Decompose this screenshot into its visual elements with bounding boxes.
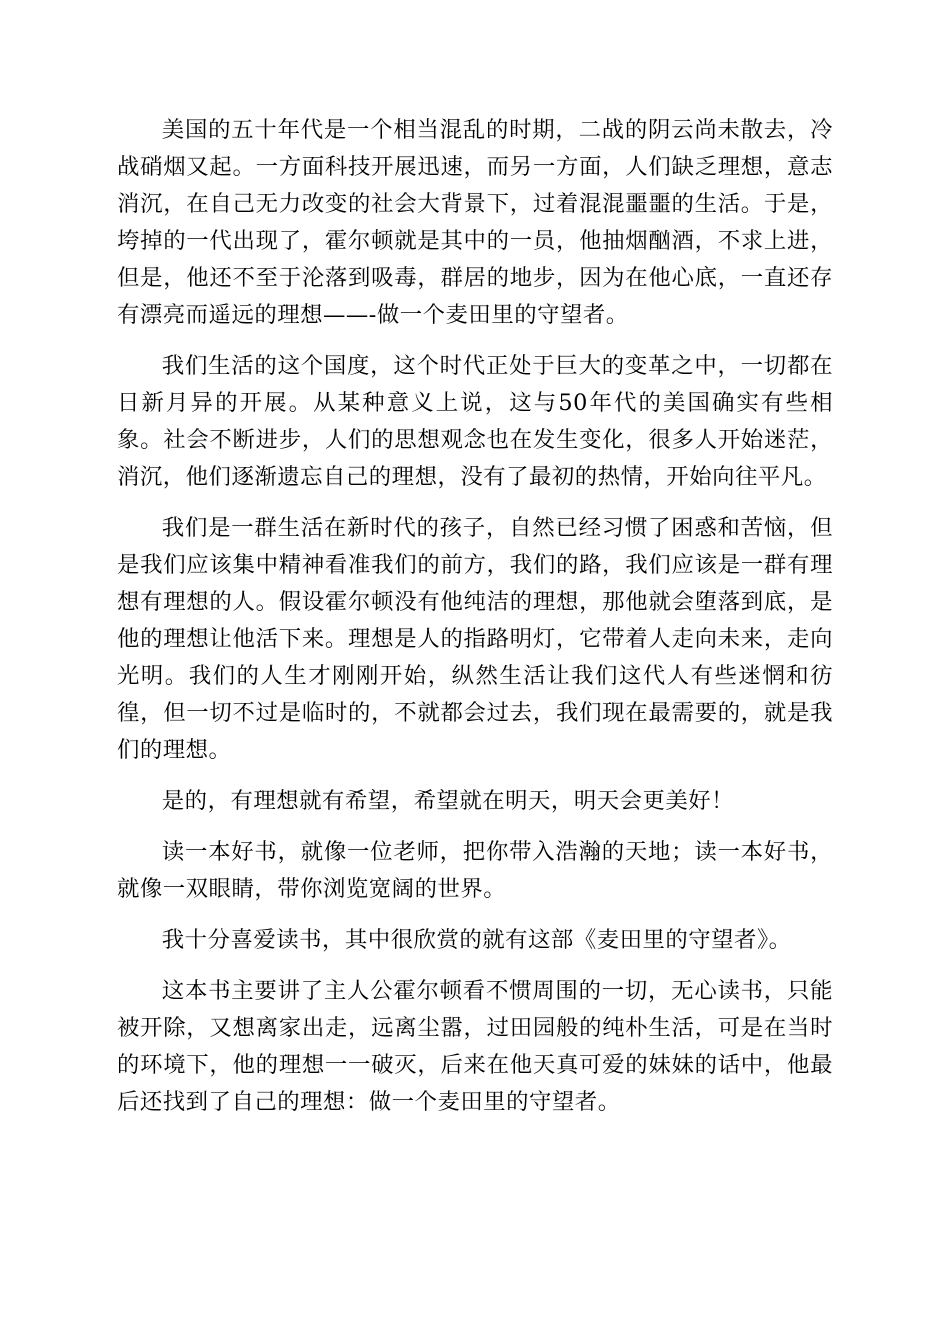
paragraph-2: 我们生活的这个国度，这个时代正处于巨大的变革之中，一切都在日新月异的开展。从某种意义上说，这与50年代的美国确实有些相象。社会不断进步，人们的思想观念也在发生变化，很多人开始迷茫，消沉，他们逐渐遗忘自己的理想，没有了最初的热情，开始向往平凡。 <box>117 353 833 490</box>
paragraph-6: 我十分喜爱读书，其中很欣赏的就有这部《麦田里的守望者》。 <box>161 927 792 953</box>
paragraph-4: 是的，有理想就有希望，希望就在明天，明天会更美好！ <box>161 788 735 814</box>
paragraph-7: 这本书主要讲了主人公霍尔顿看不惯周围的一切，无心读书，只能被开除，又想离家出走，远离尘嚣，过田园般的纯朴生活，可是在当时的环境下，他的理想一一破灭，后来在他天真可爱的妹妹的话中，他最后还找到了自己的理想：做一个麦田里的守望者。 <box>117 978 833 1115</box>
paragraph-3: 我们是一群生活在新时代的孩子，自然已经习惯了困惑和苦恼，但是我们应该集中精神看准我们的前方，我们的路，我们应该是一群有理想有理想的人。假设霍尔顿没有他纯洁的理想，那他就会堕落到底，是他的理想让他活下来。理想是人的指路明灯，它带着人走向未来，走向光明。我们的人生才刚刚开始，纵然生活让我们这代人有些迷惘和彷徨，但一切不过是临时的，不就都会过去，我们现在最需要的，就是我们的理想。 <box>117 515 833 763</box>
paragraph-5: 读一本好书，就像一位老师，把你带入浩瀚的天地；读一本好书，就像一双眼睛，带你浏览宽阔的世界。 <box>117 839 833 902</box>
document-body <box>117 112 833 1135</box>
paragraph-1: 美国的五十年代是一个相当混乱的时期，二战的阴云尚未散去，冷战硝烟又起。一方面科技开展迅速，而另一方面，人们缺乏理想，意志消沉，在自己无力改变的社会大背景下，过着混混噩噩的生活。于是，垮掉的一代出现了，霍尔顿就是其中的一员，他抽烟酗酒，不求上进，但是，他还不至于沦落到吸毒，群居的地步，因为在他心底，一直还存有漂亮而遥远的理想——-做一个麦田里的守望者。 <box>117 117 833 328</box>
